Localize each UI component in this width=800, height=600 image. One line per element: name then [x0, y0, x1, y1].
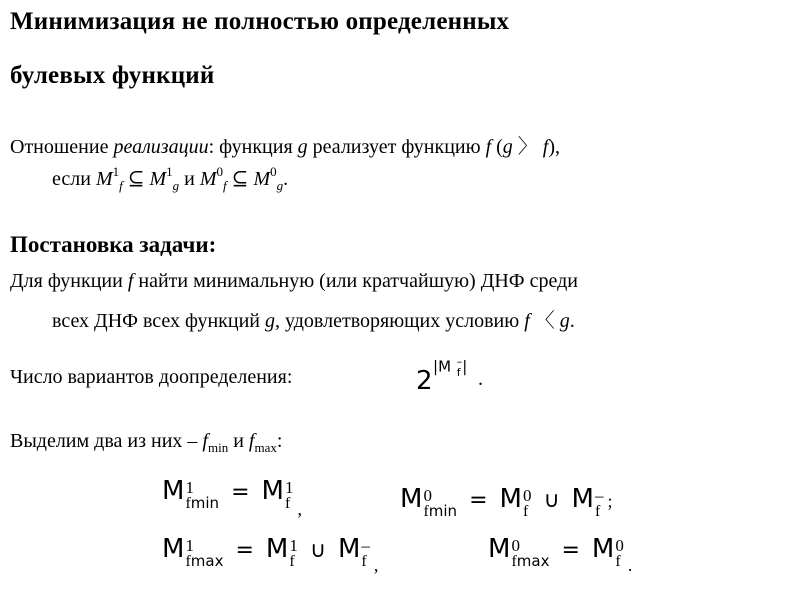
select-colon: : — [276, 430, 283, 452]
var-f-2: f — [542, 136, 549, 158]
f3-sub-max: max — [190, 551, 224, 570]
f3-sup: 1 — [185, 535, 194, 555]
f4-period: . — [627, 555, 633, 575]
f1-M: M — [162, 476, 185, 506]
f2-sup-3: – — [594, 485, 604, 505]
f4-sub-max: max — [516, 551, 550, 570]
f3-M-3: M — [337, 534, 361, 564]
var-g-4: g — [559, 310, 570, 332]
set-M-2: M — [149, 168, 167, 190]
problem-line2 — [52, 304, 575, 333]
sup-zero: 0 — [216, 164, 224, 179]
relation-term: реализации — [113, 136, 209, 158]
slide-title-line1: Минимизация не полностью определенных — [10, 8, 510, 35]
f2-eq: = — [469, 488, 488, 513]
sup-zero-2: 0 — [270, 164, 277, 179]
var-g: g — [297, 136, 308, 158]
set-M-4: M — [253, 168, 271, 190]
var-g-3: g — [265, 310, 275, 332]
problem-text-a: Для функции — [10, 270, 128, 292]
f1-comma: , — [297, 499, 302, 519]
sup-one: 1 — [112, 164, 120, 179]
exp-f: f — [456, 366, 461, 379]
f1-eq: = — [231, 480, 250, 505]
set-M-3: M — [199, 168, 217, 190]
sub-f-2: f — [223, 178, 227, 193]
f2-M-2: M — [499, 484, 522, 514]
f4-sub-f-2: f — [615, 552, 621, 570]
problem-text-d: , удовлетворяющих условию — [275, 310, 525, 332]
formula-m0-fmin — [400, 484, 613, 520]
f4-eq: = — [561, 538, 580, 563]
f4-sub-f: f — [511, 552, 517, 570]
f2-semicolon: ; — [607, 491, 613, 511]
f1-sub-f: f — [185, 494, 191, 512]
variants-dot: . — [478, 368, 483, 390]
var-f-4: f — [524, 310, 530, 332]
f1-M-2: M — [261, 476, 284, 506]
sub-max: max — [254, 440, 277, 455]
f2-sub-f-2: f — [522, 502, 529, 520]
f2-sup-2: 0 — [522, 485, 532, 505]
paren-close: ), — [548, 136, 561, 158]
var-g-2: g — [502, 136, 513, 158]
formula-m1-fmax — [162, 534, 379, 575]
exp-dash: – — [456, 355, 463, 368]
select-and: и — [228, 430, 249, 452]
relation-if: если — [52, 168, 96, 190]
problem-text-c: всех ДНФ всех функций — [52, 310, 265, 332]
relation-colon: : функция — [208, 136, 298, 158]
f1-sub-f-2: f — [284, 494, 291, 512]
f3-sub-f-2: f — [289, 552, 295, 570]
var-f: f — [485, 136, 492, 158]
f2-sup: 0 — [423, 485, 432, 505]
f3-cup: ∪ — [309, 538, 326, 563]
period: . — [283, 168, 289, 190]
select-line — [10, 430, 282, 456]
relation-prefix: Отношение — [10, 136, 114, 158]
succ-symbol: 〉 — [517, 136, 538, 158]
sup-one-2: 1 — [166, 164, 173, 179]
variants-label: Число вариантов доопределения: — [10, 366, 293, 388]
exp-abs: |M – f | — [433, 355, 468, 379]
f3-M-2: M — [265, 534, 289, 564]
formula-m1-fmin — [162, 476, 302, 519]
problem-line1 — [10, 270, 578, 293]
sub-f: f — [119, 178, 123, 193]
select-text: Выделим два из них – — [10, 430, 203, 452]
f4-sup-2: 0 — [615, 535, 624, 555]
f2-sub-f: f — [423, 502, 429, 520]
sub-min: min — [207, 440, 229, 455]
f2-M-3: M — [571, 484, 594, 514]
slide-title-line2: булевых функций — [10, 62, 215, 89]
sub-g-2: g — [276, 178, 284, 193]
f1-sup-2: 1 — [284, 477, 294, 497]
f2-sub-min: min — [428, 501, 458, 520]
prec-symbol: 〈 — [534, 310, 555, 332]
sub-g: g — [172, 178, 180, 193]
formula-m0-fmax — [488, 534, 633, 575]
relation-and: и — [179, 168, 200, 190]
var-f-6: f — [248, 430, 255, 452]
period-2: . — [569, 310, 575, 332]
var-f-5: f — [202, 430, 208, 452]
base-two: 2 — [416, 366, 433, 396]
exp-M: M — [438, 357, 452, 376]
relation-line2 — [52, 164, 288, 194]
f1-sub-min: min — [190, 493, 220, 512]
var-f-3: f — [127, 270, 134, 292]
subset-symbol: ⊆ — [127, 168, 145, 190]
f3-M: M — [162, 534, 185, 564]
problem-text-b: найти минимальную (или кратчайшую) ДНФ среди — [133, 270, 578, 292]
f4-M-2: M — [591, 534, 615, 564]
problem-heading: Постановка задачи: — [10, 232, 217, 257]
relation-mid: реализует функцию — [307, 136, 486, 158]
relation-line1 — [10, 130, 560, 159]
subset-symbol-2: ⊆ — [231, 168, 249, 190]
f3-eq: = — [235, 538, 254, 563]
f3-sub-f-3: f — [361, 552, 367, 570]
paren-open: ( — [491, 136, 503, 158]
f4-M: M — [488, 534, 511, 564]
f2-M: M — [400, 484, 423, 514]
f1-sup: 1 — [185, 477, 194, 497]
f3-comma: , — [373, 555, 379, 575]
set-M: M — [95, 168, 113, 190]
f3-sup-3: – — [361, 535, 370, 555]
f2-cup: ∪ — [543, 488, 560, 513]
f3-sup-2: 1 — [289, 535, 298, 555]
f4-sup: 0 — [511, 535, 520, 555]
f2-sub-f-3: f — [594, 502, 601, 520]
f3-sub-f: f — [185, 552, 191, 570]
